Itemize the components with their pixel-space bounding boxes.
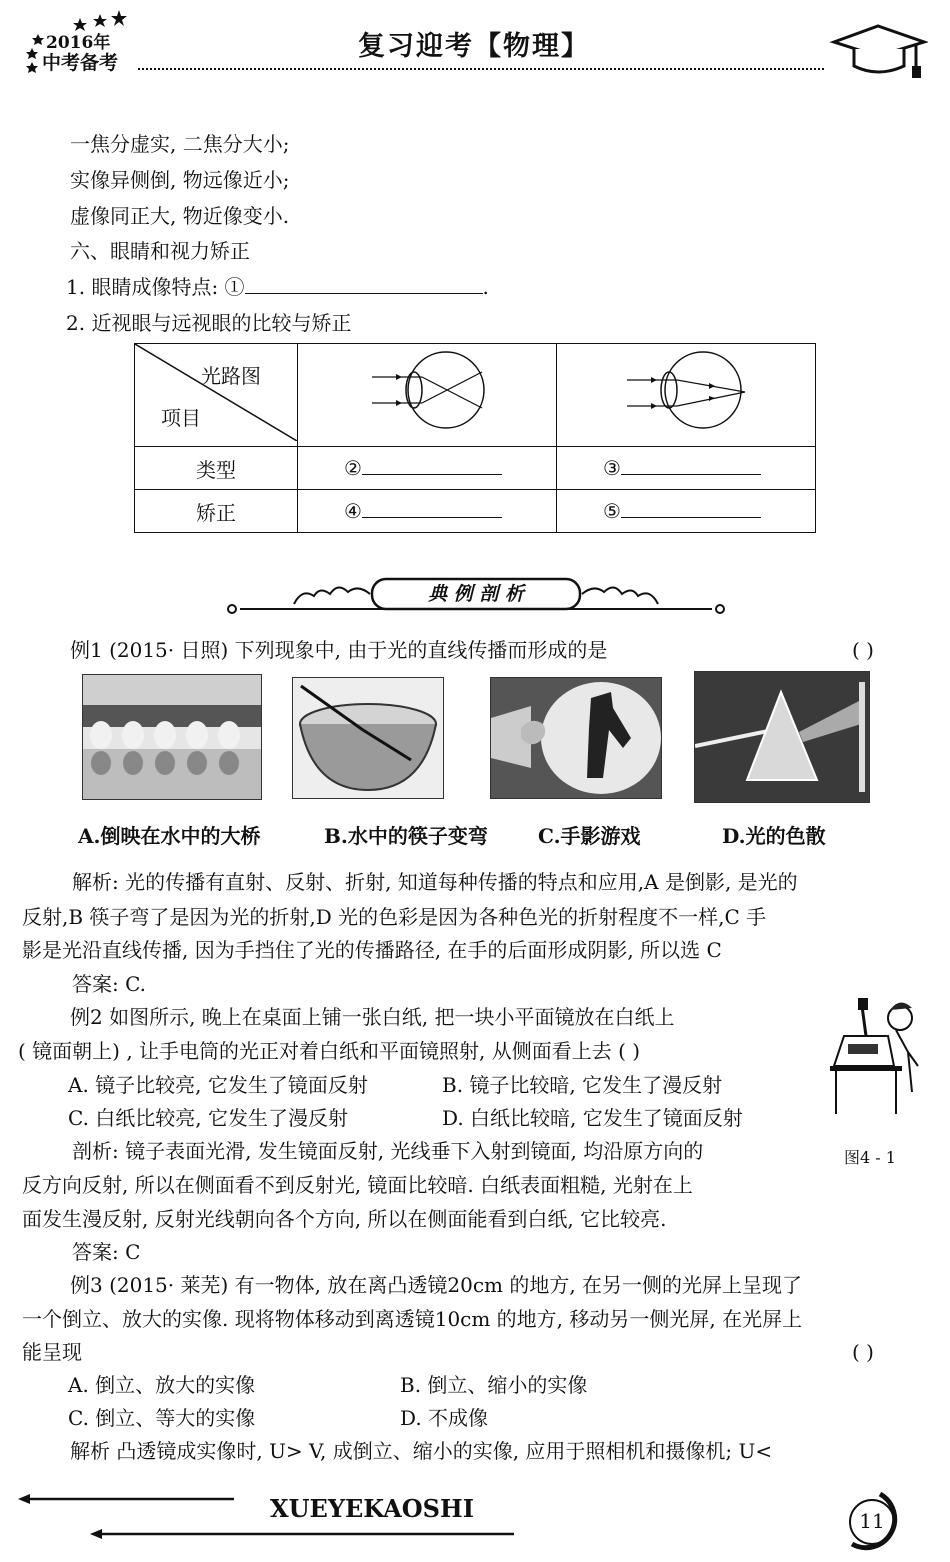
example1-answer: 答案: C. bbox=[72, 972, 147, 996]
intro-line-3: 虚像同正大, 物近像变小. bbox=[70, 204, 290, 228]
answer-blank-1[interactable] bbox=[245, 275, 483, 294]
example2-line-1: 例2 如图所示, 晚上在桌面上铺一张白纸, 把一块小平面镜放在白纸上 bbox=[70, 1005, 675, 1029]
example2-option-a: A. 镜子比较亮, 它发生了镜面反射 bbox=[68, 1073, 368, 1097]
blank-2-label: ② bbox=[344, 456, 362, 480]
header-light-path: 光路图 bbox=[201, 364, 261, 388]
example2-answer: 答案: C bbox=[72, 1240, 141, 1264]
example3-option-a: A. 倒立、放大的实像 bbox=[68, 1373, 256, 1397]
example1-analysis-line-1: 解析: 光的传播有直射、反射、折射, 知道每种传播的特点和应用,A 是倒影, 是光的 bbox=[72, 870, 798, 894]
item1-suffix: . bbox=[482, 275, 489, 299]
row-label-type: 类型 bbox=[135, 447, 298, 490]
answer-blank-5[interactable] bbox=[621, 499, 761, 518]
example2-option-d: D. 白纸比较暗, 它发生了镜面反射 bbox=[442, 1106, 743, 1130]
example1-answer-paren[interactable]: ( ) bbox=[852, 638, 874, 662]
example1-option-a: A.倒映在水中的大桥 bbox=[78, 824, 261, 848]
answer-blank-4[interactable] bbox=[362, 499, 502, 518]
example3-answer-paren[interactable]: ( ) bbox=[852, 1340, 874, 1364]
header-exam-label: 中考备考 bbox=[42, 52, 119, 74]
question-item-1 bbox=[66, 273, 950, 301]
table-header-cell bbox=[135, 344, 298, 447]
item1-text: 1. 眼睛成像特点: ① bbox=[66, 275, 245, 299]
page-number: 11 bbox=[859, 1509, 885, 1533]
cell-hyperopia-correction bbox=[557, 490, 816, 533]
example3-line-1: 例3 (2015· 莱芜) 有一物体, 放在离凸透镜20cm 的地方, 在另一侧的光屏上呈现了 bbox=[70, 1273, 803, 1297]
example3-option-b: B. 倒立、缩小的实像 bbox=[400, 1373, 588, 1397]
diagonal-line bbox=[135, 344, 297, 441]
figure-caption: 图4 - 1 bbox=[844, 1148, 896, 1167]
answer-blank-3[interactable] bbox=[621, 456, 761, 475]
example1-analysis-line-2: 反射,B 筷子弯了是因为光的折射,D 光的色彩是因为各种色光的折射程度不一样,C 手 bbox=[22, 905, 767, 929]
intro-line-2: 实像异侧倒, 物远像近小; bbox=[70, 168, 290, 192]
example3-option-c: C. 倒立、等大的实像 bbox=[68, 1406, 256, 1430]
example2-option-b: B. 镜子比较暗, 它发生了漫反射 bbox=[442, 1073, 723, 1097]
example3-line-2: 一个倒立、放大的实像. 现将物体移动到离透镜10cm 的地方, 移动另一侧光屏, 在光屏上 bbox=[22, 1307, 803, 1331]
header-item: 项目 bbox=[161, 406, 201, 430]
example2-line-2: ( 镜面朝上) , 让手电筒的光正对着白纸和平面镜照射, 从侧面看上去 ( ) bbox=[18, 1039, 641, 1063]
example2-analysis-line-2: 反方向反射, 所以在侧面看不到反射光, 镜面比较暗. 白纸表面粗糙, 光射在上 bbox=[22, 1173, 693, 1197]
blank-4-label: ④ bbox=[344, 499, 362, 523]
cell-myopia-correction bbox=[298, 490, 557, 533]
myopia-diagram-cell bbox=[298, 344, 557, 447]
header-divider bbox=[138, 68, 824, 70]
question-item-2: 2. 近视眼与远视眼的比较与矫正 bbox=[66, 311, 352, 335]
footer-brand: XUEYEKAOSHI bbox=[270, 1494, 474, 1523]
cell-hyperopia-type bbox=[557, 447, 816, 490]
example1-option-d: D.光的色散 bbox=[722, 824, 826, 848]
example2-option-c: C. 白纸比较亮, 它发生了漫反射 bbox=[68, 1106, 349, 1130]
example3-line-3: 能呈现 bbox=[22, 1340, 82, 1364]
example2-analysis-line-1: 剖析: 镜子表面光滑, 发生镜面反射, 光线垂下入射到镜面, 均沿原方向的 bbox=[72, 1139, 704, 1163]
hyperopia-eye-diagram bbox=[557, 344, 815, 441]
hyperopia-diagram-cell bbox=[557, 344, 816, 447]
example2-analysis-line-3: 面发生漫反射, 反射光线朝向各个方向, 所以在侧面能看到白纸, 它比较亮. bbox=[22, 1207, 667, 1231]
blank-3-label: ③ bbox=[603, 456, 621, 480]
answer-blank-2[interactable] bbox=[362, 456, 502, 475]
eye-comparison-table bbox=[134, 343, 816, 533]
example1-option-c: C.手影游戏 bbox=[538, 824, 641, 848]
blank-5-label: ⑤ bbox=[603, 499, 621, 523]
prism-dispersion-image bbox=[694, 671, 870, 803]
example1-question: 例1 (2015· 日照) 下列现象中, 由于光的直线传播而形成的是 bbox=[70, 638, 608, 662]
header-year: 2016年 bbox=[46, 33, 111, 53]
example1-analysis-line-3: 影是光沿直线传播, 因为手挡住了光的传播路径, 在手的后面形成阴影, 所以选 C bbox=[22, 938, 722, 962]
flashlight-experiment-figure bbox=[826, 996, 930, 1120]
example3-option-d: D. 不成像 bbox=[400, 1406, 489, 1430]
chopsticks-bowl-image bbox=[292, 677, 444, 799]
page-title: 复习迎考【物理】 bbox=[358, 31, 590, 62]
intro-line-1: 一焦分虚实, 二焦分大小; bbox=[70, 132, 290, 156]
section-heading: 六、眼睛和视力矫正 bbox=[70, 239, 250, 263]
graduation-cap-icon bbox=[828, 22, 928, 80]
banner-label: 典 例 剖 析 bbox=[428, 583, 524, 605]
cell-myopia-type bbox=[298, 447, 557, 490]
bridge-reflection-image bbox=[82, 674, 262, 800]
example1-option-b: B.水中的筷子变弯 bbox=[324, 824, 488, 848]
row-label-correction: 矫正 bbox=[135, 490, 298, 533]
example3-analysis: 解析 凸透镜成实像时, U> V, 成倒立、缩小的实像, 应用于照相机和摄像机; U< bbox=[70, 1439, 773, 1463]
hand-shadow-image bbox=[490, 677, 662, 799]
myopia-eye-diagram bbox=[298, 344, 556, 441]
